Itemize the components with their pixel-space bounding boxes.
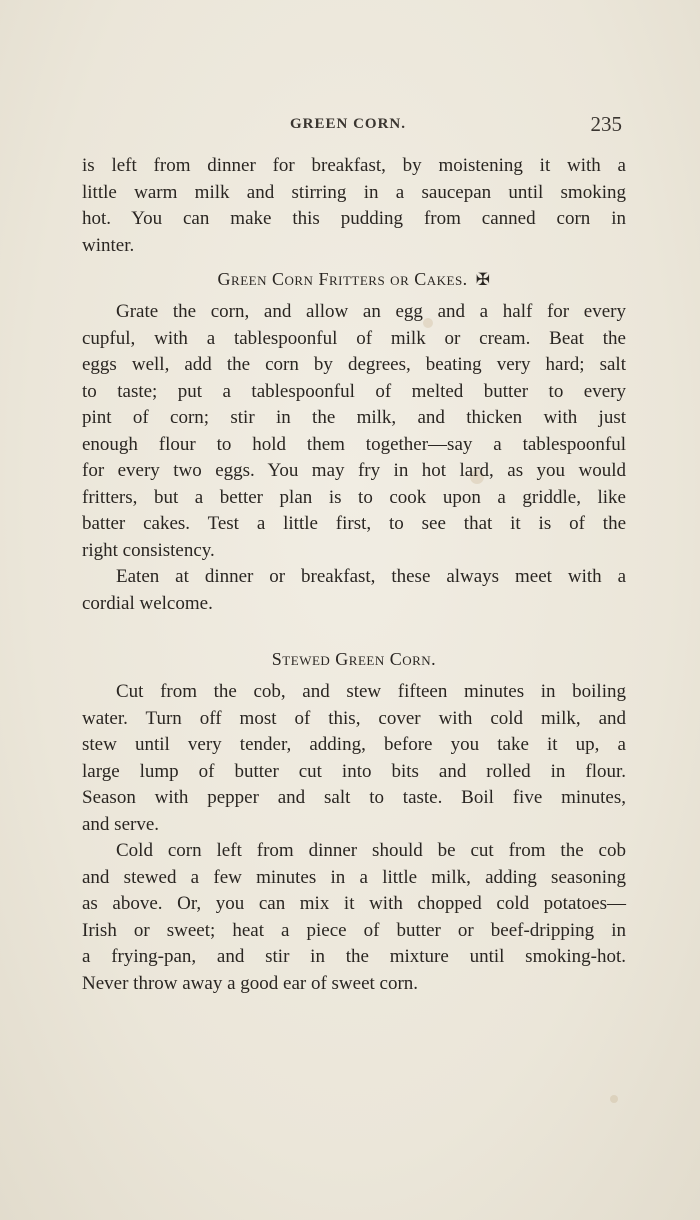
text-line: and serve. — [82, 813, 160, 835]
text-line: Eaten at dinner or breakfast, these always meet with a — [116, 566, 626, 587]
text-line: Grate the corn, and allow an egg and a half for every — [116, 301, 626, 322]
section-heading-text: Green Corn Fritters or Cakes. — [217, 269, 468, 289]
text-line: water. Turn off most of this, cover with cold milk, and — [82, 707, 626, 729]
text-line: right consistency. — [82, 539, 215, 561]
text-line: little warm milk and stirring in a saucepan until smoking — [82, 181, 626, 203]
page-number: 235 — [590, 112, 622, 136]
text-line: Never throw away a good ear of sweet corn. — [82, 972, 419, 994]
text-line: pint of corn; stir in the milk, and thicken with just — [82, 407, 626, 428]
paragraph — [82, 564, 626, 617]
paper-stain — [610, 1095, 618, 1103]
text-line: batter cakes. Test a little first, to see that it is of the — [82, 513, 626, 534]
text-line: for every two eggs. You may fry in hot lard, as you would — [82, 460, 626, 481]
text-line: to taste; put a tablespoonful of melted butter to every — [82, 380, 626, 402]
cross-ornament-icon: ✠ — [475, 270, 491, 289]
text-line: hot. You can make this pudding from canned corn in — [82, 208, 626, 229]
paragraph — [82, 299, 626, 564]
text-line: eggs well, add the corn by degrees, beating very hard; salt — [82, 354, 626, 375]
text-line: as above. Or, you can mix it with chopped cold potatoes— — [82, 893, 626, 914]
paragraph — [82, 679, 626, 838]
section-heading — [82, 259, 626, 299]
text-line: cordial welcome. — [82, 592, 213, 614]
text-line: Irish or sweet; heat a piece of butter or beef-dripping in — [82, 919, 626, 941]
text-line: winter. — [82, 234, 135, 256]
text-line: and stewed a few minutes in a little milk, adding seasoning — [82, 866, 626, 888]
running-header — [84, 112, 624, 140]
text-line: stew until very tender, adding, before you take it up, a — [82, 734, 626, 755]
text-line: Season with pepper and salt to taste. Boil five minutes, — [82, 787, 626, 808]
text-line: is left from dinner for breakfast, by moistening it with a — [82, 155, 626, 176]
section-gap — [82, 617, 626, 639]
text-line: cupful, with a tablespoonful of milk or cream. Beat the — [82, 327, 626, 349]
text-line: enough flour to hold them together—say a tablespoonful — [82, 433, 626, 455]
text-line: Cut from the cob, and stew fifteen minutes in boiling — [116, 681, 626, 702]
continuation-paragraph — [82, 153, 626, 259]
text-line: Cold corn left from dinner should be cut from the cob — [116, 840, 626, 861]
text-line: a frying-pan, and stir in the mixture until smoking-hot. — [82, 946, 626, 967]
page-body — [82, 153, 626, 997]
section-heading-text: Stewed Green Corn. — [271, 649, 437, 669]
running-title: GREEN CORN. — [290, 116, 407, 132]
text-line: large lump of butter cut into bits and rolled in flour. — [82, 760, 626, 782]
paragraph — [82, 838, 626, 997]
section-heading — [82, 639, 626, 679]
text-line: fritters, but a better plan is to cook upon a griddle, like — [82, 486, 626, 508]
